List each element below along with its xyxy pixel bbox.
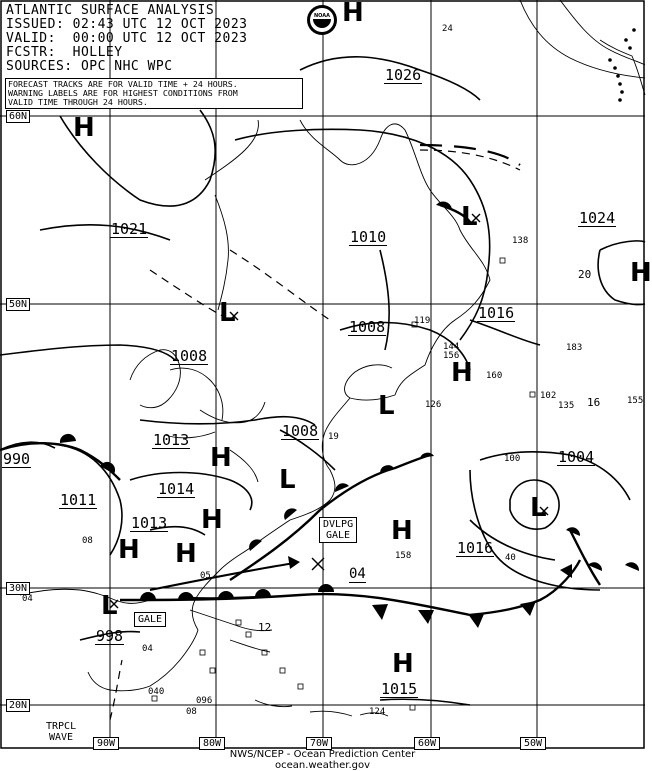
low-pressure-center: L (530, 493, 547, 523)
valid-time: VALID: 00:00 UTC 12 OCT 2023 (6, 31, 248, 46)
observation-value: 102 (540, 391, 557, 401)
low-pressure-center: L (279, 465, 296, 495)
isobar-label: 1011 (60, 491, 97, 509)
high-pressure-center: H (630, 258, 652, 288)
observation-value: 144 (443, 342, 460, 352)
isobar-label: 998 (96, 627, 124, 645)
high-pressure-center: H (392, 649, 414, 679)
isobar-label: 1014 (158, 480, 195, 498)
high-pressure-center: H (118, 535, 140, 565)
observation-value: 096 (196, 696, 213, 706)
observation-value: 138 (512, 236, 529, 246)
observation-value: 160 (486, 371, 503, 381)
observation-value: 158 (395, 551, 412, 561)
longitude-label: 70W (306, 737, 332, 750)
observation-value: 135 (558, 401, 575, 411)
isobar-label: 1013 (131, 514, 168, 532)
forecast-track-arrow (150, 556, 300, 590)
longitude-label: 90W (93, 737, 119, 750)
isobar-label: 1008 (349, 318, 386, 336)
isobar-label: 1016 (457, 539, 494, 557)
latitude-label: 50N (6, 298, 30, 311)
credit-url: ocean.weather.gov (274, 760, 371, 771)
frontal-trough (420, 145, 520, 165)
observation-value: 24 (442, 24, 453, 34)
high-pressure-center: H (73, 113, 95, 143)
noaa-logo-text: NOAA (313, 13, 331, 19)
latitude-label: 30N (6, 582, 30, 595)
isobar-label: 1024 (579, 209, 616, 227)
low-pressure-center: L (101, 591, 118, 621)
longitude-label: 80W (199, 737, 225, 750)
isobar-label: 1015 (381, 680, 418, 698)
latitude-label: 20N (6, 699, 30, 712)
high-pressure-center: H (210, 443, 232, 473)
isobar-label: 1008 (171, 347, 208, 365)
observation-value: 04 (349, 566, 366, 582)
observation-value: 124 (369, 707, 386, 717)
gale-warning: GALE (134, 612, 166, 627)
observation-value: 156 (443, 351, 460, 361)
low-pressure-center: L (461, 202, 478, 232)
header-block (6, 4, 247, 74)
tropical-wave-label: TRPCL WAVE (46, 721, 77, 743)
isobar-label: 1010 (350, 228, 387, 246)
high-pressure-center: H (391, 516, 413, 546)
isobar-label: 1004 (558, 448, 595, 466)
longitude-label: 50W (520, 737, 546, 750)
issued-time: ISSUED: 02:43 UTC 12 OCT 2023 (6, 17, 248, 32)
observation-value: 20 (578, 268, 592, 281)
observation-value: 12 (258, 621, 272, 634)
isobar-label: 1026 (385, 66, 422, 84)
ice-edge (608, 28, 636, 102)
observation-value: 126 (425, 400, 442, 410)
latitude-label: 60N (6, 110, 30, 123)
sources: SOURCES: OPC NHC WPC (6, 59, 173, 74)
isobar-label: 1021 (111, 220, 148, 238)
longitude-label: 60W (414, 737, 440, 750)
observation-value: 16 (587, 396, 601, 409)
isobar-label: 1016 (478, 304, 515, 322)
chart-title: ATLANTIC SURFACE ANALYSIS (6, 3, 215, 18)
observation-value: 04 (142, 644, 153, 654)
observation-value: 100 (504, 454, 521, 464)
high-pressure-center: H (451, 358, 473, 388)
observation-value: 05 (200, 571, 211, 581)
observation-value: 040 (148, 687, 165, 697)
high-pressure-center: H (201, 505, 223, 535)
low-pressure-center: L (378, 391, 395, 421)
isobar-label: 1008 (282, 422, 319, 440)
isobar-label: 1013 (153, 431, 190, 449)
observation-value: 19 (328, 432, 339, 442)
high-pressure-center: H (175, 539, 197, 569)
observation-value: 119 (414, 316, 431, 326)
developing-gale-warning: DVLPG GALE (319, 517, 357, 543)
isobar-label: 990 (3, 450, 31, 468)
noaa-logo-icon (307, 5, 337, 35)
observation-value: 08 (186, 707, 197, 717)
observation-value: 155 (627, 396, 644, 406)
credit-line: NWS/NCEP - Ocean Prediction Center (229, 749, 416, 760)
observation-value: 08 (82, 536, 93, 546)
observation-value: 183 (566, 343, 583, 353)
forecast-note: FORECAST TRACKS ARE FOR VALID TIME + 24 HOURS. WARNING LABELS ARE FOR HIGHEST CONDITIONS FROM VALID TIME THROUGH 24 HOURS. (5, 78, 303, 109)
observation-value: 40 (505, 553, 516, 563)
low-pressure-center: L (219, 298, 236, 328)
high-pressure-center: H (342, 0, 364, 28)
observation-value: 04 (22, 594, 33, 604)
forecaster: FCSTR: HOLLEY (6, 45, 123, 60)
